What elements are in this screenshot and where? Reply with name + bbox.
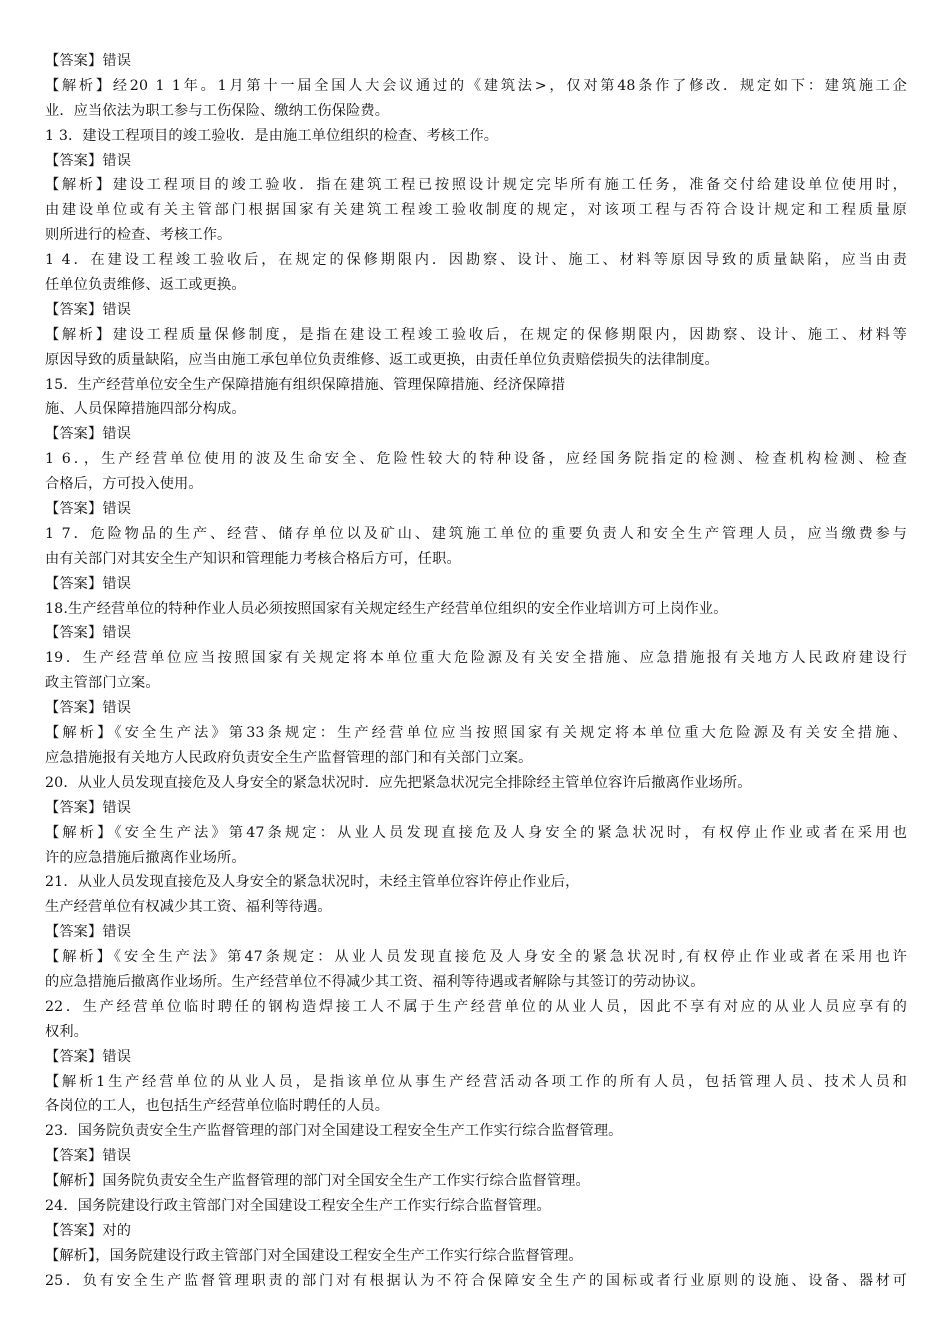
answer-line: 【答案】错误 [45, 625, 132, 642]
question-21: 21．从业人员发现直接危及人身安全的紧急状况时，未经主管单位容许停止作业后， [45, 874, 580, 891]
answer-line: 【答案】错误 [45, 700, 132, 717]
analysis-line: 【解析】经20 1 1年。1月第十一届全国人大会议通过的《建筑法>，仅对第48条作了修改．规定如下：建筑施工企 [45, 77, 907, 94]
question-15: 施、人员保障措施四部分构成。 [45, 401, 246, 418]
analysis-line: 原因导致的质量缺陷，应当由施工承包单位负责维修、返工或更换，由责任单位负责赔偿损失的法律制度。 [45, 351, 719, 368]
question-17: 由有关部门对其安全生产知识和管理能力考核合格后方可，任职。 [45, 550, 461, 567]
analysis-line: 【解析】《安全生产法》第47条规定：从业人员发现直接危及人身安全的紧急状况时,有权停止作业或者在采用也许 [45, 949, 907, 966]
analysis-line: 【解析】建设工程质量保修制度，是指在建设工程竣工验收后，在规定的保修期限内，因勘察、设计、施工、材料等 [45, 326, 907, 343]
analysis-line: 【解析】国务院负责安全生产监督管理的部门对全国安全生产工作实行综合监督管理。 [45, 1173, 590, 1190]
question-22: 权利。 [45, 1023, 89, 1040]
question-14: 任单位负责维修、返工或更换。 [45, 277, 246, 294]
question-13: 1 3．建设工程项目的竣工验收．是由施工单位组织的检查、考核工作。 [45, 127, 499, 144]
analysis-line: 业．应当依法为职工参与工伤保险、缴纳工伤保险费。 [45, 102, 390, 119]
question-21: 生产经营单位有权减少其工资、福利等待遇。 [45, 899, 332, 916]
question-23: 23．国务院负责安全生产监督管理的部门对全国建设工程安全生产工作实行综合监督管理。 [45, 1123, 623, 1140]
question-14: 1 4．在建设工程竣工验收后，在规定的保修期限内．因勘察、设计、施工、材料等原因导致的质量缺陷，应当由责 [45, 252, 907, 269]
answer-line: 【答案】错误 [45, 799, 132, 816]
document-page [45, 49, 907, 1294]
analysis-line: 【解析1生产经营单位的从业人员，是指该单位从事生产经营活动各项工作的所有人员，包括管理人员、技术人员和 [45, 1073, 907, 1090]
answer-line: 【答案】错误 [45, 1148, 132, 1165]
question-24: 24．国务院建设行政主管部门对全国建设工程安全生产工作实行综合监督管理。 [45, 1197, 551, 1214]
answer-line: 【答案】错误 [45, 152, 132, 169]
question-19: 政主管部门立案。 [45, 675, 160, 692]
answer-line: 【答案】错误 [45, 1048, 132, 1065]
question-15: 15．生产经营单位安全生产保障措施有组织保障措施、管理保障措施、经济保障措 [45, 376, 566, 393]
question-22: 22．生产经营单位临时聘任的钢构造焊接工人不属于生产经营单位的从业人员，因此不享有对应的从业人员应享有的 [45, 998, 907, 1015]
question-25: 25．负有安全生产监督管理职责的部门对有根据认为不符合保障安全生产的国标或者行业原则的设施、设备、器材可 [45, 1272, 907, 1289]
answer-line: 【答案】错误 [45, 301, 132, 318]
question-20: 20．从业人员发现直接危及人身安全的紧急状况时．应先把紧急状况完全排除经主管单位容许后撤离作业场所。 [45, 774, 752, 791]
analysis-line: 则所进行的检查、考核工作。 [45, 227, 232, 244]
analysis-line: 【解析】建设工程项目的竣工验收．指在建筑工程已按照设计规定完毕所有施工任务，准备交付给建设单位使用时， [45, 177, 907, 194]
question-18: 18.生产经营单位的特种作业人员必须按照国家有关规定经生产经营单位组织的安全作业培训方可上岗作业。 [45, 600, 728, 617]
analysis-line: 许的应急措施后撤离作业场所。 [45, 849, 246, 866]
question-16: 1 6．，生产经营单位使用的波及生命安全、危险性较大的特种设备，应经国务院指定的检测、检查机构检测、检查 [45, 451, 907, 468]
analysis-line: 的应急措施后撤离作业场所。生产经营单位不得减少其工资、福利等待遇或者解除与其签订的劳动协议。 [45, 973, 705, 990]
analysis-line: 【解析】《安全生产法》第47条规定：从业人员发现直接危及人身安全的紧急状况时，有权停止作业或者在采用也 [45, 824, 907, 841]
question-19: 19．生产经营单位应当按照国家有关规定将本单位重大危险源及有关安全措施、应急措施报有关地方人民政府建设行 [45, 650, 907, 667]
answer-line: 【答案】错误 [45, 426, 132, 443]
analysis-line: 各岗位的工人，也包括生产经营单位临时聘任的人员。 [45, 1098, 390, 1115]
answer-line: 【答案】错误 [45, 575, 132, 592]
analysis-line: 应急措施报有关地方人民政府负责安全生产监督管理的部门和有关部门立案。 [45, 749, 533, 766]
answer-line: 【答案】对的 [45, 1222, 132, 1239]
analysis-line: 由建设单位或有关主管部门根据国家有关建筑工程竣工验收制度的规定，对该项工程与否符合设计规定和工程质量原 [45, 202, 907, 219]
answer-line: 【答案】错误 [45, 501, 132, 518]
question-17: 1 7．危险物品的生产、经营、储存单位以及矿山、建筑施工单位的重要负责人和安全生产管理人员，应当缴费参与 [45, 525, 907, 542]
question-16: 合格后，方可投入使用。 [45, 476, 203, 493]
answer-line: 【答案】错误 [45, 924, 132, 941]
analysis-line: 【解析】《安全生产法》第33条规定：生产经营单位应当按照国家有关规定将本单位重大危险源及有关安全措施、 [45, 725, 907, 742]
analysis-line: 【解析】，国务院建设行政主管部门对全国建设工程安全生产工作实行综合监督管理。 [45, 1247, 583, 1264]
answer-line: 【答案】错误 [45, 53, 132, 69]
